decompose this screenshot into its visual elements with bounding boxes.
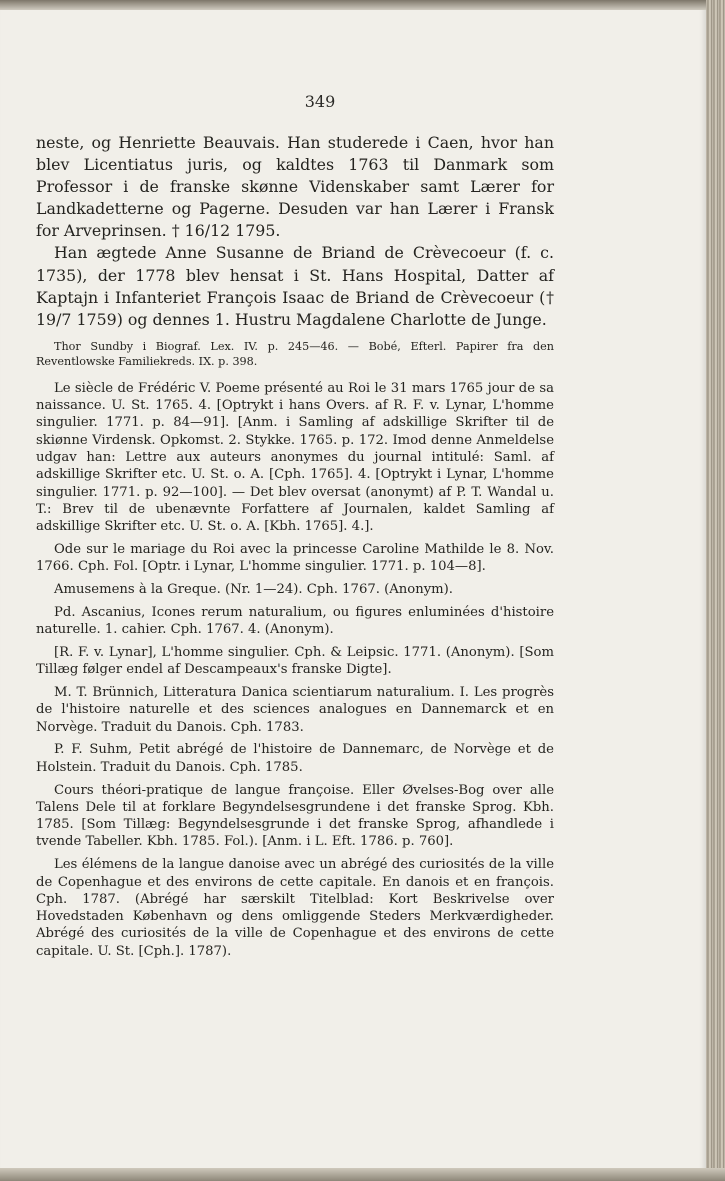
bibliography-entry: P. F. Suhm, Petit abrégé de l'histoire de Dannemarc, de Norvège et de Holstein. Traduit du Danois. Cph. 1785. <box>36 742 554 775</box>
bibliography-entry: Amusemens à la Greque. (Nr. 1—24). Cph. 1767. (Anonym). <box>54 582 453 598</box>
biography-section <box>36 132 554 331</box>
bibliography-entry: Cours théori-pratique de langue françoise. Eller Øvelses-Bog over alle Talens Dele til at forklare Begyndelsesgrundene i det franske Sprog. Kbh. 1785. [Som Tillæg: Begyndelsesgrunde i det franske Sprog, afhandlede i tvende Tabeller. Kbh. 1785. Fol.). [Anm. i L. Eft. 1786. p. 760]. <box>36 782 554 850</box>
page-top-edge <box>0 0 725 10</box>
bibliography-entry: M. T. Brünnich, Litteratura Danica scientiarum naturalium. I. Les progrès de l'histoire naturelle et des sciences analogues en Dannemarck et en Norvège. Traduit du Danois. Cph. 1783. <box>36 685 554 735</box>
references-note: Thor Sundby i Biograf. Lex. IV. p. 245—46. — Bobé, Efterl. Papirer fra den Reventlowske Familiekreds. IX. p. 398. <box>36 339 554 369</box>
book-spine-edge <box>706 0 725 1181</box>
bibliography-entry: Ode sur le mariage du Roi avec la princesse Caroline Mathilde le 8. Nov. 1766. Cph. Fol. [Optr. i Lynar, L'homme singulier. 1771. p. 104—8]. <box>36 542 554 575</box>
bibliography-entry: [R. F. v. Lynar], L'homme singulier. Cph. & Leipsic. 1771. (Anonym). [Som Tillæg følger endel af Descampeaux's franske Digte]. <box>36 645 554 678</box>
bibliography-entry: Les élémens de la langue danoise avec un abrégé des curiosités de la ville de Copenhague et des environs de cette capitale. En danois et en françois. Cph. 1787. (Abrégé har særskilt Titelblad: Kort Beskrivelse over Hovedstaden København og dens omliggende Steders Merkværdigheder. Abrégé des curiosités de la ville de Copenhague et des environs de cette capitale. U. St. [Cph.]. 1787). <box>36 857 554 959</box>
page-text <box>36 132 554 966</box>
bibliography-entry: Pd. Ascanius, Icones rerum naturalium, ou figures enluminées d'histoire naturelle. 1. cahier. Cph. 1767. 4. (Anonym). <box>36 604 554 638</box>
page-bottom-edge <box>0 1168 725 1181</box>
biography-paragraph: neste, og Henriette Beauvais. Han studerede i Caen, hvor han blev Licentiatus juris, og kaldtes 1763 til Danmark som Professor i de franske skønne Videnskaber samt Lærer for Landkadetterne og Pagerne. Desuden var han Lærer i Fransk for Arveprinsen. † 16/12 1795. <box>36 133 554 241</box>
marriage-paragraph: Han ægtede Anne Susanne de Briand de Crèvecoeur (f. c. 1735), der 1778 blev hensat i St. Hans Hospital, Datter af Kaptajn i Infanteriet François Isaac de Briand de Crèvecoeur († 19/7 1759) og dennes 1. Hustru Magdalene Charlotte de Junge. <box>36 243 554 329</box>
page-number: 349 <box>304 92 336 111</box>
bibliography-list <box>36 380 554 960</box>
bibliography-entry: Le siècle de Frédéric V. Poeme présenté au Roi le 31 mars 1765 jour de sa naissance. U. St. 1765. 4. [Optrykt i hans Overs. af R. F. v. Lynar, L'homme singulier. 1771. p. 84—91]. [Anm. i Samling af adskillige Skrifter til de skiønne Virdensk. Opkomst. 2. Stykke. 1765. p. 172. Imod denne Anmeldelse udgav han: Lettre aux auteurs anonymes du journal intitulé: Saml. af adskillige Skrifter etc. U. St. o. A. [Cph. 1765]. 4. [Optrykt i Lynar, L'homme singulier. 1771. p. 92—100]. — Det blev oversat (anonymt) af P. T. Wandal u. T.: Brev til de ubenævnte Forfattere af Journalen, kaldet Samling af adskillige Skrifter etc. U. St. o. A. [Kbh. 1765]. 4.]. <box>36 380 554 535</box>
